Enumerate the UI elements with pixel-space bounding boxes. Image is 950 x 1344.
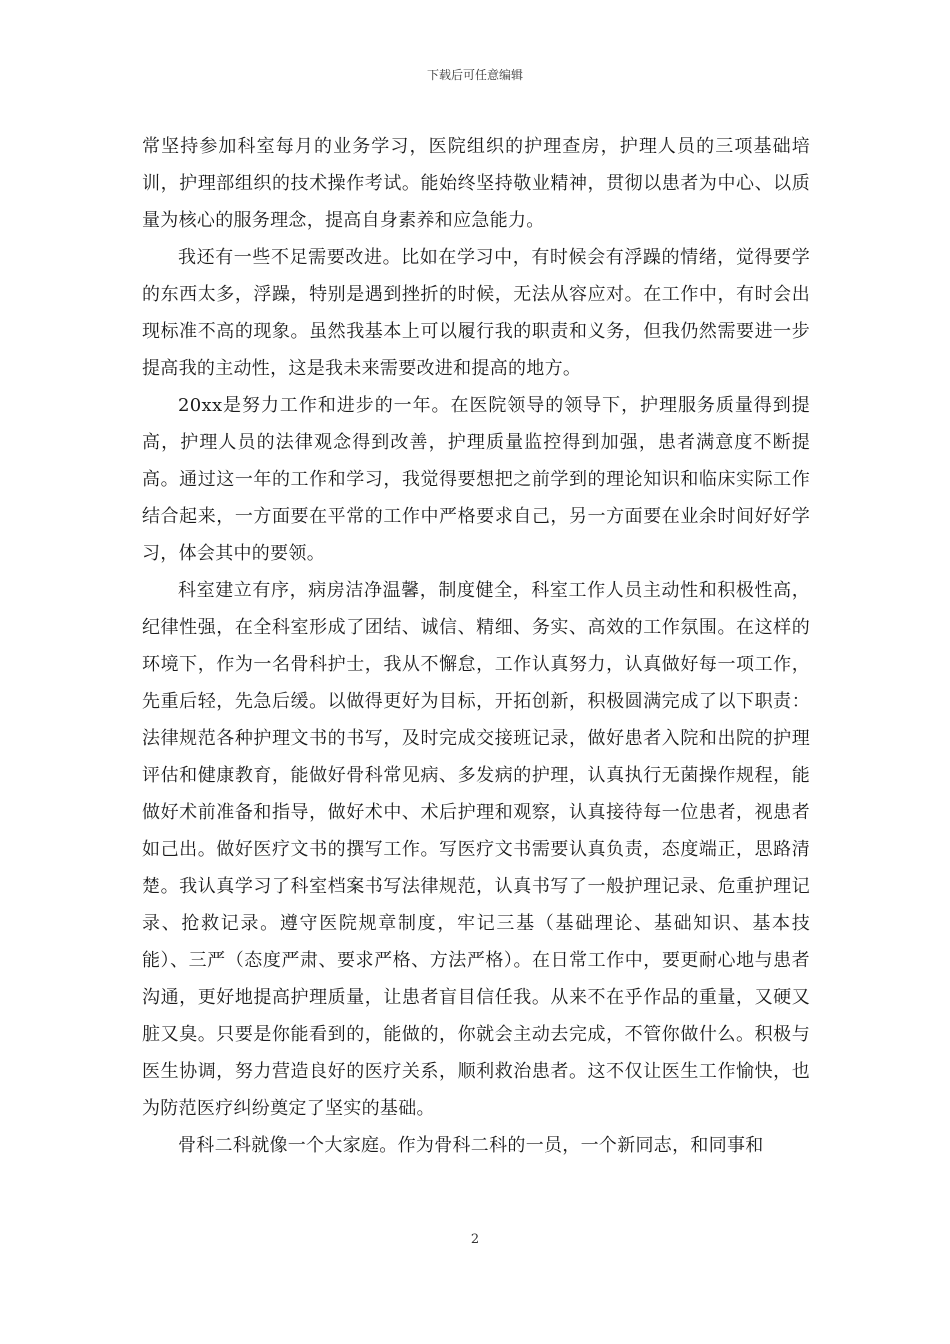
page-header-note: 下载后可任意编辑	[426, 68, 523, 82]
paragraph-4: 科室建立有序，病房洁净温馨，制度健全，科室工作人员主动性和积极性高，纪律性强，在全科室形成了团结、诚信、精细、务实、高效的工作氛围。在这样的环境下，作为一名骨科护士，我从不懈怠，工作认真努力，认真做好每一项工作，先重后轻，先急后缓。以做得更好为目标，开拓创新，积极圆满完成了以下职责：法律规范各种护理文书的书写，及时完成交接班记录，做好患者入院和出院的护理评估和健康教育，能做好骨科常见病、多发病的护理，认真执行无菌操作规程，能做好术前准备和指导，做好术中、术后护理和观察，认真接待每一位患者，视患者如己出。做好医疗文书的撰写工作。写医疗文书需要认真负责，态度端正，思路清楚。我认真学习了科室档案书写法律规范，认真书写了一般护理记录、危重护理记录、抢救记录。遵守医院规章制度，牢记三基（基础理论、基础知识、基本技能）、三严（态度严肃、要求严格、方法严格）。在日常工作中，要更耐心地与患者沟通，更好地提高护理质量，让患者盲目信任我。从来不在乎作品的重量，又硬又脏又臭。只要是你能看到的，能做的，你就会主动去完成，不管你做什么。积极与医生协调，努力营造良好的医疗关系，顺利救治患者。这不仅让医生工作愉快，也为防范医疗纠纷奠定了坚实的基础。	[142, 580, 810, 1119]
paragraph-3: 20xx是努力工作和进步的一年。在医院领导的领导下，护理服务质量得到提高，护理人员的法律观念得到改善，护理质量监控得到加强，患者满意度不断提高。通过这一年的工作和学习，我觉得要想把之前学到的理论知识和临床实际工作结合起来，一方面要在平常的工作中严格要求自己，另一方面要在业余时间好好学习，体会其中的要领。	[142, 395, 810, 564]
paragraph-1: 常坚持参加科室每月的业务学习，医院组织的护理查房，护理人员的三项基础培训，护理部组织的技术操作考试。能始终坚持敬业精神，贯彻以患者为中心、以质量为核心的服务理念，提高自身素养和应急能力。	[142, 136, 810, 231]
document-body	[142, 128, 810, 1164]
paragraph-2: 我还有一些不足需要改进。比如在学习中，有时候会有浮躁的情绪，觉得要学的东西太多，浮躁，特别是遇到挫折的时候，无法从容应对。在工作中，有时会出现标准不高的现象。虽然我基本上可以履行我的职责和义务，但我仍然需要进一步提高我的主动性，这是我未来需要改进和提高的地方。	[142, 247, 810, 379]
page-number: 2	[470, 1232, 480, 1247]
paragraph-5: 骨科二科就像一个大家庭。作为骨科二科的一员，一个新同志，和同事和	[178, 1135, 764, 1156]
